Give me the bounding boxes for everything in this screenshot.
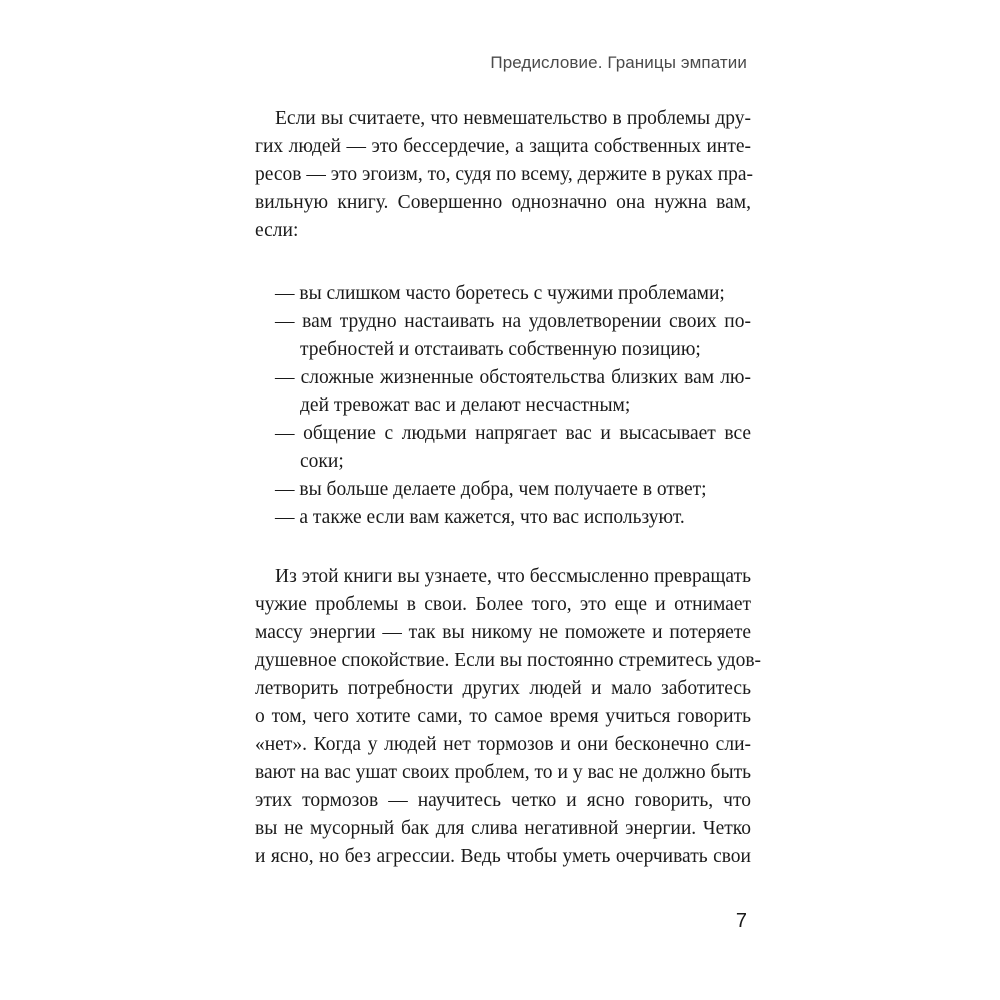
text-line: о том, чего хотите сами, то самое время учиться говорить <box>255 706 751 727</box>
text-line: Если вы считаете, что невмешательство в проблемы дру- <box>275 108 751 129</box>
text-line: летворить потребности других людей и мало заботитесь <box>255 678 751 699</box>
list-item-continuation: требностей и отстаивать собственную позицию; <box>300 339 701 360</box>
page-number: 7 <box>735 910 747 932</box>
text-line: вильную книгу. Совершенно однозначно она нужна вам, <box>255 192 751 213</box>
list-item: — сложные жизненные обстоятельства близких вам лю- <box>275 367 751 388</box>
text-line: ресов — это эгоизм, то, судя по всему, держите в руках пра- <box>255 164 754 185</box>
list-item-continuation: соки; <box>300 451 344 472</box>
paragraph-main <box>255 563 762 871</box>
text-line: гих людей — это бессердечие, а защита собственных инте- <box>255 136 751 157</box>
list-item: — вы слишком часто боретесь с чужими проблемами; <box>275 283 725 304</box>
text-line: этих тормозов — научитесь четко и ясно говорить, что <box>255 790 751 811</box>
list-item-continuation: дей тревожат вас и делают несчастным; <box>300 395 631 416</box>
paragraph-intro <box>255 105 754 245</box>
list-item: — общение с людьми напрягает вас и высасывает все <box>275 423 751 444</box>
list-item: — а также если вам кажется, что вас используют. <box>275 507 685 528</box>
list-item: — вам трудно настаивать на удовлетворении своих по- <box>275 311 751 332</box>
text-line: и ясно, но без агрессии. Ведь чтобы уметь очерчивать свои <box>255 846 751 867</box>
running-header: Предисловие. Границы эмпатии <box>490 53 747 72</box>
bullet-list <box>255 280 751 532</box>
text-line: массу энергии — так вы никому не поможете и потеряете <box>255 622 751 643</box>
text-line: вают на вас ушат своих проблем, то и у вас не должно быть <box>255 762 751 783</box>
text-line: Из этой книги вы узнаете, что бессмысленно превращать <box>275 566 751 587</box>
text-line: душевное спокойствие. Если вы постоянно стремитесь удов- <box>255 650 762 671</box>
list-item: — вы больше делаете добра, чем получаете в ответ; <box>275 479 707 500</box>
text-line: если: <box>255 220 299 241</box>
text-line: «нет». Когда у людей нет тормозов и они бесконечно сли- <box>255 734 751 755</box>
text-line: вы не мусорный бак для слива негативной энергии. Четко <box>255 818 751 839</box>
text-line: чужие проблемы в свои. Более того, это еще и отнимает <box>255 594 751 615</box>
